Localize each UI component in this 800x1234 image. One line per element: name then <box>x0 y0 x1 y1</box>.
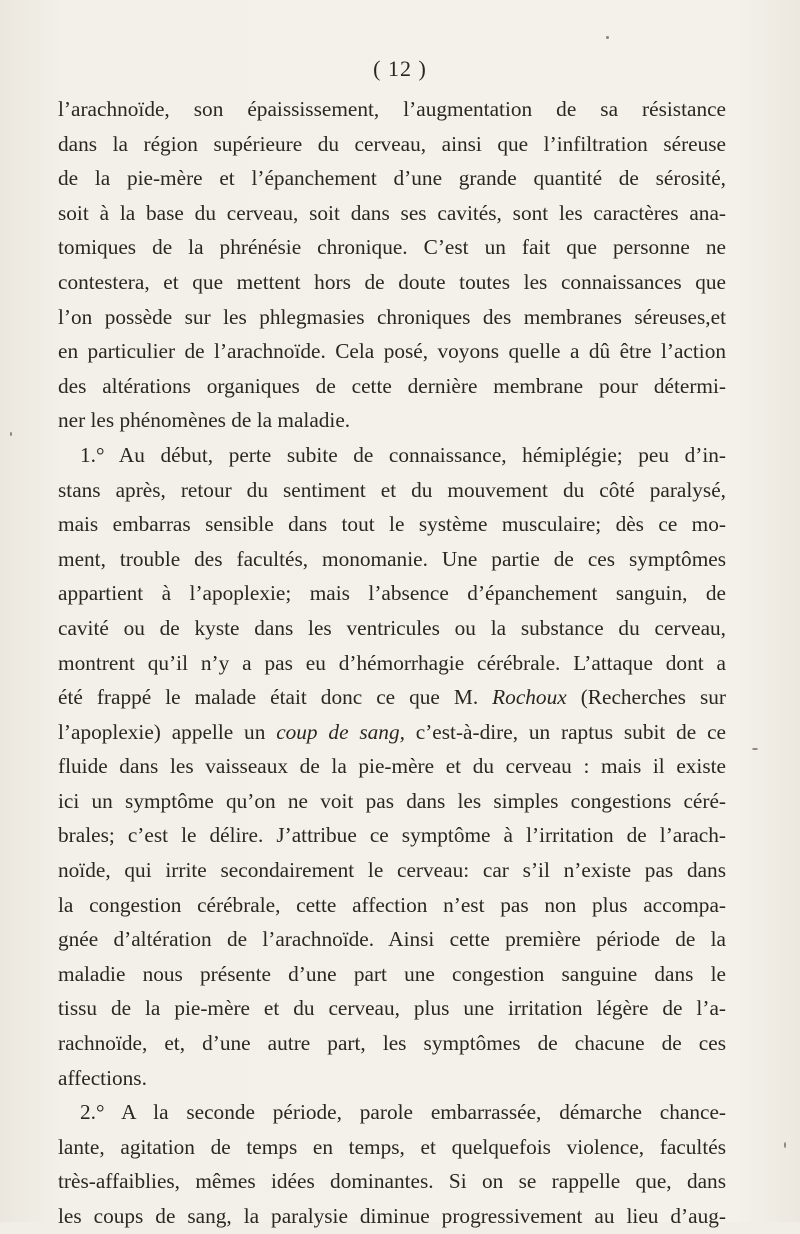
text-run: l’apoplexie) appelle un <box>58 719 277 744</box>
italic-term: coup de sang, <box>276 719 405 744</box>
text-line <box>58 680 726 715</box>
text-line: ici un symptôme qu’on ne voit pas dans les simples congestions céré- <box>58 788 726 813</box>
text-line: cavité ou de kyste dans les ventricules ou la substance du cerveau, <box>58 615 726 640</box>
text-line: tissu de la pie-mère et du cerveau, plus une irritation légère de l’a- <box>58 996 726 1021</box>
body-text <box>58 92 726 1234</box>
text-run: c’est-à-dire, un raptus subit de ce <box>404 719 726 744</box>
text-line: fluide dans les vaisseaux de la pie-mère et du cerveau : mais il existe <box>58 754 726 779</box>
text-line: montrent qu’il n’y a pas eu d’hémorrhagie cérébrale. L’attaque dont a <box>58 650 726 675</box>
text-line: l’on possède sur les phlegmasies chroniques des membranes séreuses,et <box>58 304 726 329</box>
text-run: (Recherches sur <box>566 685 726 710</box>
text-line: maladie nous présente d’une part une congestion sanguine dans le <box>58 961 726 986</box>
text-run: été frappé le malade était donc ce que M. <box>58 685 493 710</box>
text-line: très-affaiblies, mêmes idées dominantes. Si on se rappelle que, dans <box>58 1169 726 1194</box>
text-line: 2.° A la seconde période, parole embarrassée, démarche chance- <box>80 1100 726 1125</box>
text-line: brales; c’est le délire. J’attribue ce symptôme à l’irritation de l’arach- <box>58 823 726 848</box>
text-line: contestera, et que mettent hors de doute toutes les connaissances que <box>58 269 726 294</box>
text-line: de la pie-mère et l’épanchement d’une grande quantité de sérosité, <box>58 166 726 191</box>
text-line <box>58 715 726 750</box>
paper-speck <box>10 432 12 436</box>
paper-speck <box>606 36 609 39</box>
text-line: des altérations organiques de cette dernière membrane pour détermi- <box>58 373 726 398</box>
text-line: ner les phénomènes de la maladie. <box>58 408 351 433</box>
text-line: rachnoïde, et, d’une autre part, les symptômes de chacune de ces <box>58 1031 726 1056</box>
text-line: l’arachnoïde, son épaississement, l’augmentation de sa résistance <box>58 97 726 121</box>
text-line: les coups de sang, la paralysie diminue progressivement au lieu d’aug- <box>58 1204 726 1228</box>
text-line: mais embarras sensible dans tout le système musculaire; dès ce mo- <box>58 512 726 537</box>
paper-speck <box>784 1142 786 1148</box>
page-number: ( 12 ) <box>373 56 427 81</box>
text-line: ment, trouble des facultés, monomanie. Une partie de ces symptômes <box>58 546 726 571</box>
text-line: en particulier de l’arachnoïde. Cela posé, voyons quelle a dû être l’action <box>58 339 726 364</box>
text-line: gnée d’altération de l’arachnoïde. Ainsi cette première période de la <box>58 927 726 952</box>
text-line: lante, agitation de temps en temps, et quelquefois violence, facultés <box>58 1134 726 1159</box>
italic-name: Rochoux <box>492 685 567 710</box>
text-line: soit à la base du cerveau, soit dans ses cavités, sont les caractères ana- <box>58 200 726 225</box>
paper-speck <box>752 748 758 750</box>
text-line: appartient à l’apoplexie; mais l’absence d’épanchement sanguin, de <box>58 581 726 606</box>
text-line: la congestion cérébrale, cette affection n’est pas non plus accompa- <box>58 892 726 917</box>
text-line: dans la région supérieure du cerveau, ainsi que l’infiltration séreuse <box>58 131 726 156</box>
text-line: 1.° Au début, perte subite de connaissance, hémiplégie; peu d’in- <box>80 442 726 467</box>
text-line: affections. <box>58 1065 147 1090</box>
text-line: stans après, retour du sentiment et du mouvement du côté paralysé, <box>58 477 726 502</box>
text-line: tomiques de la phrénésie chronique. C’est un fait que personne ne <box>58 235 726 260</box>
text-line: noïde, qui irrite secondairement le cerveau: car s’il n’existe pas dans <box>58 858 726 883</box>
